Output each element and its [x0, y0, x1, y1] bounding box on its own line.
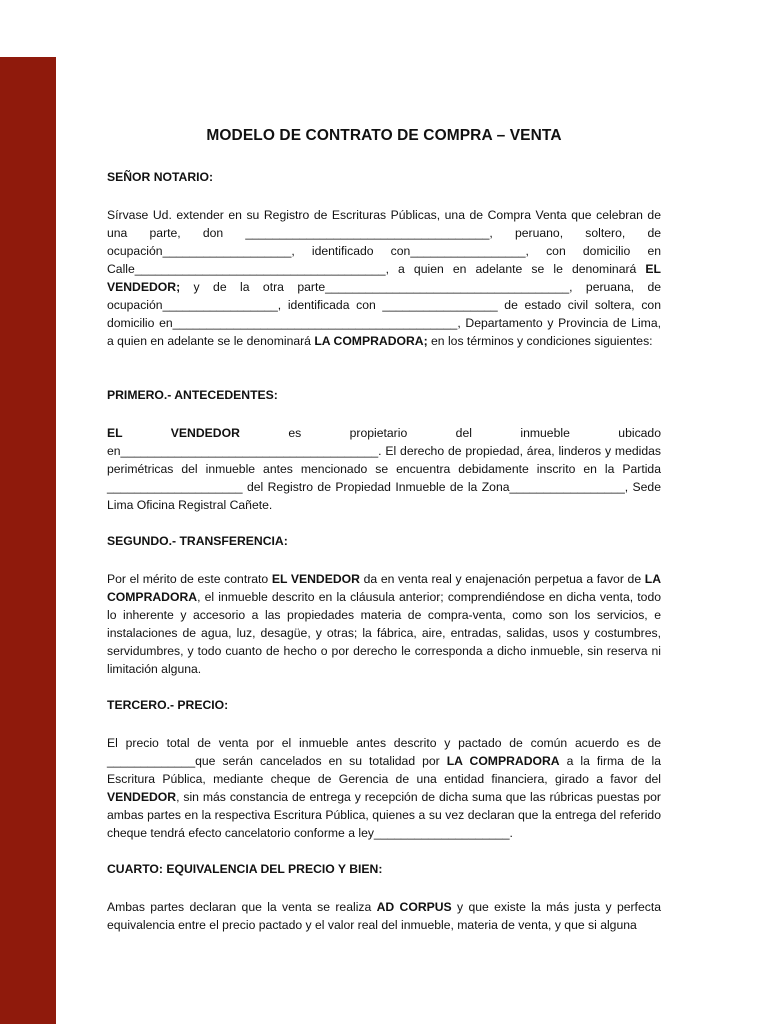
- text-run: es propietario del inmueble ubicado en______________________________________. El derecho de propiedad, área, linderos y medidas perimétricas del inmueble antes mencionado se encuentra debidamente inscrito en la Partida ____________________ del Registro de Propiedad Inmueble de la Zona_________________, Sede Lima Oficina Registral Cañete.: [107, 426, 661, 512]
- document-title: MODELO DE CONTRATO DE COMPRA – VENTA: [206, 127, 562, 144]
- bold-term: LA COMPRADORA;: [314, 334, 428, 348]
- section-heading-1: PRIMERO.- ANTECEDENTES:: [107, 388, 278, 402]
- bold-term: EL VENDEDOR: [107, 426, 240, 440]
- text-run: y de la otra parte____________________________________, peruana, de ocupación_________________, identificada con _________________ de estado civil soltera, con domicilio en__________________________________________, Departamento y Provincia de Lima, a quien en adelante se le denominará: [107, 280, 661, 348]
- section-heading-2: SEGUNDO.- TRANSFERENCIA:: [107, 534, 288, 548]
- text-run: , el inmueble descrito en la cláusula anterior; comprendiéndose en dicha venta, todo lo inherente y accesorio a las propiedades materia de compra-venta, como son los servicios, e instalaciones de agua, luz, desagüe, y otras; la fábrica, aire, entradas, salidas, usos y costumbres, servidumbres, y todo cuanto de hecho o por derecho le corresponda a dicho inmueble, sin reserva ni limitación alguna.: [107, 590, 661, 676]
- text-run: Ambas partes declaran que la venta se realiza: [107, 900, 377, 914]
- text-run: a la firma de la Escritura Pública, mediante cheque de Gerencia de una entidad financiera, girado a favor del: [107, 754, 661, 786]
- text-run: da en venta real y enajenación perpetua a favor de: [359, 572, 645, 586]
- bold-term: EL VENDEDOR;: [107, 262, 661, 294]
- section-heading-3: TERCERO.- PRECIO:: [107, 698, 229, 712]
- bold-term: LA COMPRADORA: [107, 572, 662, 604]
- section-heading-4: CUARTO: EQUIVALENCIA DEL PRECIO Y BIEN:: [107, 862, 383, 876]
- bold-term: VENDEDOR: [107, 790, 177, 804]
- section-body-4: [107, 898, 661, 934]
- text-run: en los términos y condiciones siguientes:: [427, 334, 653, 348]
- greeting: SEÑOR NOTARIO:: [107, 170, 214, 184]
- bold-term: LA COMPRADORA: [446, 754, 560, 768]
- bold-term: AD CORPUS: [376, 900, 452, 914]
- text-run: Por el mérito de este contrato: [107, 572, 272, 586]
- bold-term: EL VENDEDOR: [271, 572, 360, 586]
- section-body-3: [107, 734, 661, 842]
- text-run: El precio total de venta por el inmueble antes descrito y pactado de común acuerdo es de _____________que serán cancelados en su totalidad por: [107, 736, 661, 768]
- section-body-2: [107, 570, 661, 678]
- side-band: [0, 57, 56, 1024]
- top-margin: [0, 0, 768, 57]
- section-body-1: [107, 424, 661, 514]
- intro-paragraph: [107, 206, 661, 350]
- document-page: [107, 127, 661, 934]
- text-run: y que existe la más justa y perfecta equivalencia entre el precio pactado y el valor real del inmueble, materia de venta, y que si alguna: [107, 900, 661, 932]
- text-run: , sin más constancia de entrega y recepción de dicha suma que las rúbricas puestas por ambas partes en la respectiva Escritura Pública, quienes a su vez declaran que la entrega del referido cheque tendrá efecto cancelatorio conforme a ley____________________.: [107, 790, 661, 840]
- text-run: Sírvase Ud. extender en su Registro de Escrituras Públicas, una de Compra Venta que celebran de una parte, don ____________________________________, peruano, soltero, de ocupación___________________, identificado con_________________, con domicilio en Calle_____________________________________, a quien en adelante se le denominará: [107, 208, 661, 276]
